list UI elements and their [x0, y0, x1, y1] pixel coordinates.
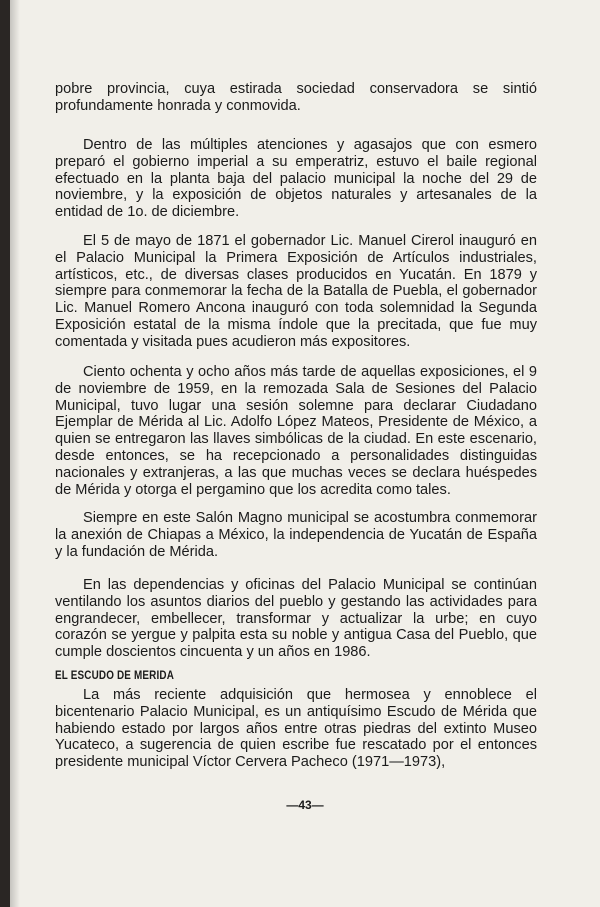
- paragraph-exposicion-1871: El 5 de mayo de 1871 el gobernador Lic. Manuel Cirerol inauguró en el Palacio Municipal la Primera Exposición de Artículos industriales, artísticos, etc., de diversas clases producidos en Yucatán. En 1879 y siempre para conmemorar la fecha de la Batalla de Puebla, el gobernador Lic. Manuel Romero Ancona inauguró con toda solemnidad la Segunda Exposición estatal de la misma índole que la precitada, que fue muy comentada y visitada pues acudieron más expositores.: [55, 233, 537, 350]
- book-page: [10, 0, 600, 907]
- paragraph-provincia: pobre provincia, cuya estirada sociedad conservadora se sintió profundamente honrada y conmovida.: [55, 81, 537, 114]
- paragraph-sesion-1959: Ciento ochenta y ocho años más tarde de aquellas exposiciones, el 9 de noviembre de 1959, en la remozada Sala de Sesiones del Palacio Municipal, tuvo lugar una sesión solemne para declarar Ciudadano Ejemplar de Mérida al Lic. Adolfo López Mateos, Presidente de México, a quien se entregaron las llaves simbólicas de la ciudad. En este escenario, desde entonces, se ha recepcionado a personalidades distinguidas nacionales y extranjeras, a las que muchas veces se declara huéspedes de Mérida y otorga el pergamino que los acredita como tales.: [55, 364, 537, 498]
- section-heading: EL ESCUDO DE MERIDA: [55, 670, 175, 682]
- page-number: —43—: [286, 798, 324, 812]
- paragraph-escudo: La más reciente adquisición que hermosea y ennoblece el bicentenario Palacio Municipal, es un antiquísimo Escudo de Mérida que habiendo estado por largos años entre otras piedras del extinto Museo Yucateco, a sugerencia de quien escribe fue rescatado por el entonces presidente municipal Víctor Cervera Pacheco (1971—1973),: [55, 687, 537, 771]
- paragraph-dependencias: En las dependencias y oficinas del Palacio Municipal se continúan ventilando los asuntos diarios del pueblo y gestando las actividades para engrandecer, embellecer, transformar y actualizar la urbe; en cuyo corazón se yergue y palpita esta su noble y antigua Casa del Pueblo, que cumple doscientos cincuenta y un años en 1986.: [55, 577, 537, 661]
- paragraph-salon-magno: Siempre en este Salón Magno municipal se acostumbra conmemorar la anexión de Chiapas a México, la independencia de Yucatán de España y la fundación de Mérida.: [55, 510, 537, 560]
- paragraph-atenciones: Dentro de las múltiples atenciones y agasajos que con esmero preparó el gobierno imperial a su emperatriz, estuvo el baile regional efectuado en la planta baja del palacio municipal la noche del 29 de noviembre, y la exposición de objetos naturales y artesanales de la entidad de 1o. de diciembre.: [55, 137, 537, 221]
